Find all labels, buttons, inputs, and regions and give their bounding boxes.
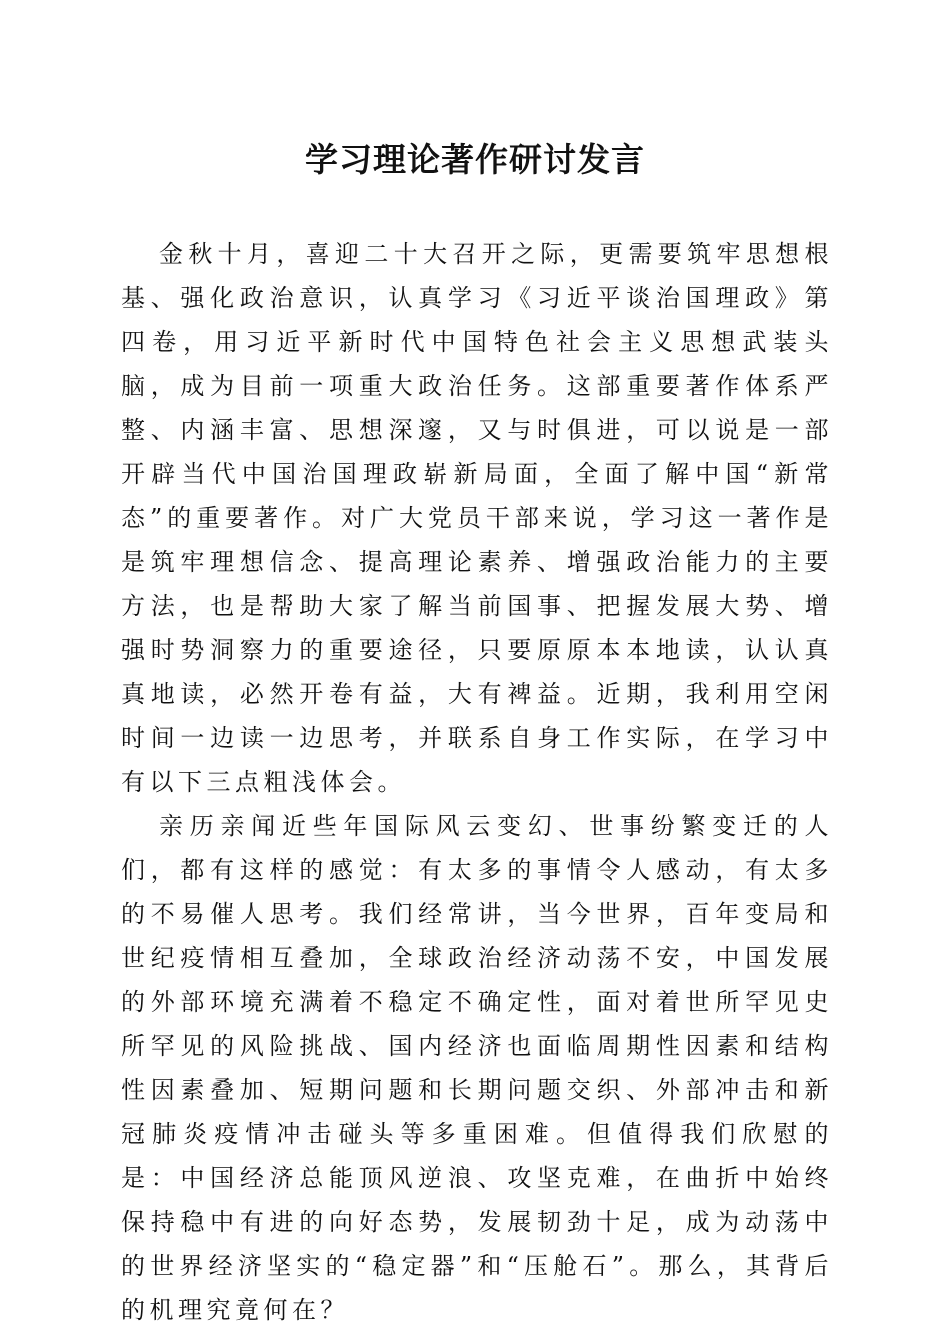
- paragraph-1: 金秋十月，喜迎二十大召开之际，更需要筑牢思想根基、强化政治意识，认真学习《习近平谈治国理政》第四卷，用习近平新时代中国特色社会主义思想武装头脑，成为目前一项重大政治任务。这部重要著作体系严整、内涵丰富、思想深邃，又与时俱进，可以说是一部开辟当代中国治国理政崭新局面，全面了解中国“新常态”的重要著作。对广大党员干部来说，学习这一著作是是筑牢理想信念、提高理论素养、增强政治能力的主要方法，也是帮助大家了解当前国事、把握发展大势、增强时势洞察力的重要途径，只要原原本本地读，认认真真地读，必然开卷有益，大有裨益。近期，我利用空闲时间一边读一边思考，并联系自身工作实际，在学习中有以下三点粗浅体会。: [121, 240, 833, 796]
- document-title: 学习理论著作研讨发言: [305, 140, 645, 179]
- paragraph-2: 亲历亲闻近些年国际风云变幻、世事纷繁变迁的人们，都有这样的感觉：有太多的事情令人感动，有太多的不易催人思考。我们经常讲，当今世界，百年变局和世纪疫情相互叠加，全球政治经济动荡不安，中国发展的外部环境充满着不稳定不确定性，面对着世所罕见史所罕见的风险挑战、国内经济也面临周期性因素和结构性因素叠加、短期问题和长期问题交织、外部冲击和新冠肺炎疫情冲击碰头等多重困难。但值得我们欣慰的是：中国经济总能顶风逆浪、攻坚克难，在曲折中始终保持稳中有进的向好态势，发展韧劲十足，成为动荡中的世界经济坚实的“稳定器”和“压舱石”。那么，其背后的机理究竟何在？: [121, 812, 833, 1324]
- document-body: [121, 232, 833, 1332]
